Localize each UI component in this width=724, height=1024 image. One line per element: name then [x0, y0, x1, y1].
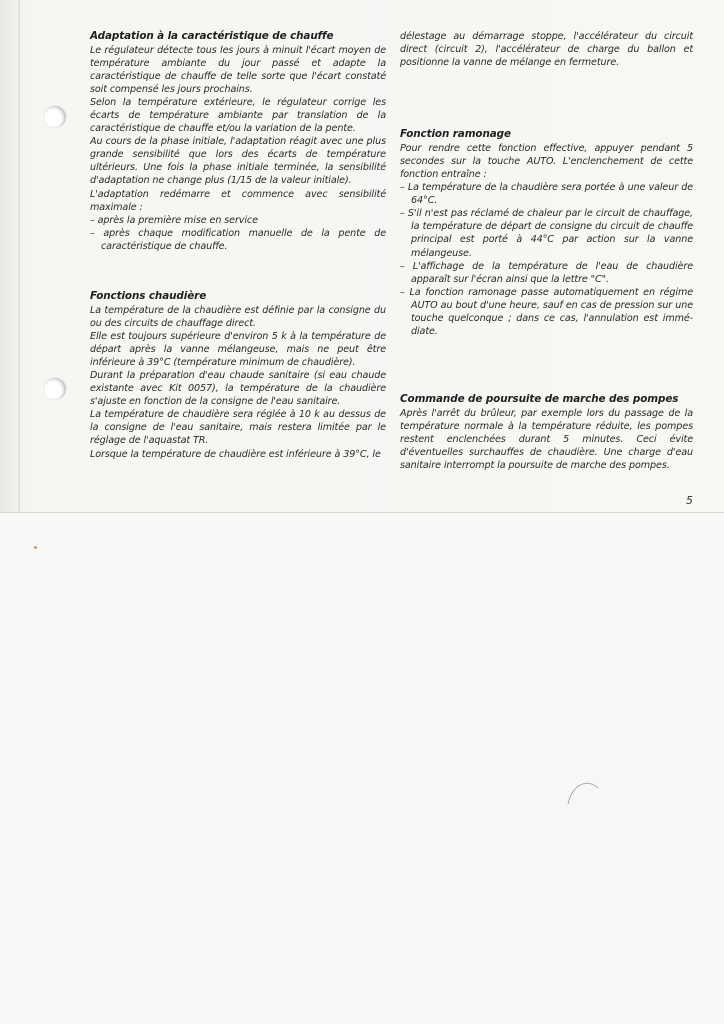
right-column [400, 30, 693, 472]
list-item: – L'affichage de la température de l'eau de chaudière apparaît sur l'écran ainsi que la lettre "C". [400, 260, 693, 285]
list-item: – La fonction ramonage passe automatiquement en régime AUTO au bout d'une heure, sauf en cas de pression sur une touche quelconque ; dans ce cas, l'annulation est immé-diate. [400, 286, 693, 338]
list-item: – après la première mise en service [90, 214, 258, 226]
paragraph: La température de la chaudière est définie par la consigne du ou des circuits de chauffage direct. [90, 304, 386, 329]
paragraph: Au cours de la phase initiale, l'adaptation réagit avec une plus grande sensibilité que lors des écarts de température ultérieurs. Une fois la phase initiale terminée, la sensibilité d'adaptation ne change plus (1/15 de la valeur initiale). [90, 136, 386, 187]
punch-hole-bottom [44, 378, 66, 400]
pencil-mark [566, 774, 600, 808]
paragraph: Le régulateur détecte tous les jours à minuit l'écart moyen de température ambiante du jour passé et adapte la caractéristique de chauffe de telle sorte que l'écart constaté soit compensé les jours prochains. [90, 44, 386, 95]
paragraph: L'adaptation redémarre et commence avec sensibilité maximale : [90, 188, 386, 213]
paragraph: Durant la préparation d'eau chaude sanitaire (si eau chaude existante avec Kit 0057), la température de la chaudière s'ajuste en fonction de la consigne de l'eau sanitaire. [90, 369, 386, 408]
binding-spine [18, 0, 20, 512]
paragraph: Selon la température extérieure, le régulateur corrige les écarts de température ambiante par translation de la caractéristique de chauffe et/ou la variation de la pente. [90, 96, 386, 135]
list-item: – après chaque modification manuelle de la pente de caractéristique de chauffe. [90, 227, 386, 252]
section-title-fonctions-chaudiere: Fonctions chaudière [90, 290, 207, 302]
list-item: – S'il n'est pas réclamé de chaleur par le circuit de chauffage, la température de départ de consigne du circuit de chauffe principal est porté à 44°C par action sur la vanne mélangeuse. [400, 208, 693, 259]
list-item: – La température de la chaudière sera portée à une valeur de 64°C. [400, 182, 693, 207]
paragraph: La température de chaudière sera réglée à 10 k au dessus de la consigne de l'eau sanitaire, mais restera limitée par le réglage de l'aquastat TR. [90, 409, 386, 447]
punch-hole-top [44, 106, 66, 128]
section-title-fonction-ramonage: Fonction ramonage [400, 128, 511, 141]
section-title-adaptation: Adaptation à la caractéristique de chauffe [90, 30, 334, 42]
paragraph: Pour rendre cette fonction effective, appuyer pendant 5 secondes sur la touche AUTO. L'enclenchement de cette fonction entraîne : [400, 142, 693, 180]
paragraph: Elle est toujours supérieure d'environ 5 k à la température de départ après la vanne mélangeuse, mais ne peut être inférieure à 39°C (température minimum de chaudière). [90, 330, 386, 368]
paragraph: Lorsque la température de chaudière est inférieure à 39°C, le [90, 448, 381, 460]
page-number: 5 [686, 494, 693, 507]
section-title-poursuite-pompes: Commande de poursuite de marche des pompes [400, 393, 679, 406]
paper-speck [34, 546, 37, 549]
left-column [90, 30, 386, 461]
paragraph: Après l'arrêt du brûleur, par exemple lors du passage de la température normale à la température réduite, les pompes restent enclenchées durant 5 minutes. Ceci évite d'éventuelles surchauffes de chaudière. Une charge d'eau sanitaire interrompt la poursuite de marche des pompes. [400, 407, 693, 472]
paragraph-continued: délestage au démarrage stoppe, l'accélérateur du circuit direct (circuit 2), l'accélérateur de charge du ballon et positionne la vanne de mélange en fermeture. [400, 31, 693, 69]
